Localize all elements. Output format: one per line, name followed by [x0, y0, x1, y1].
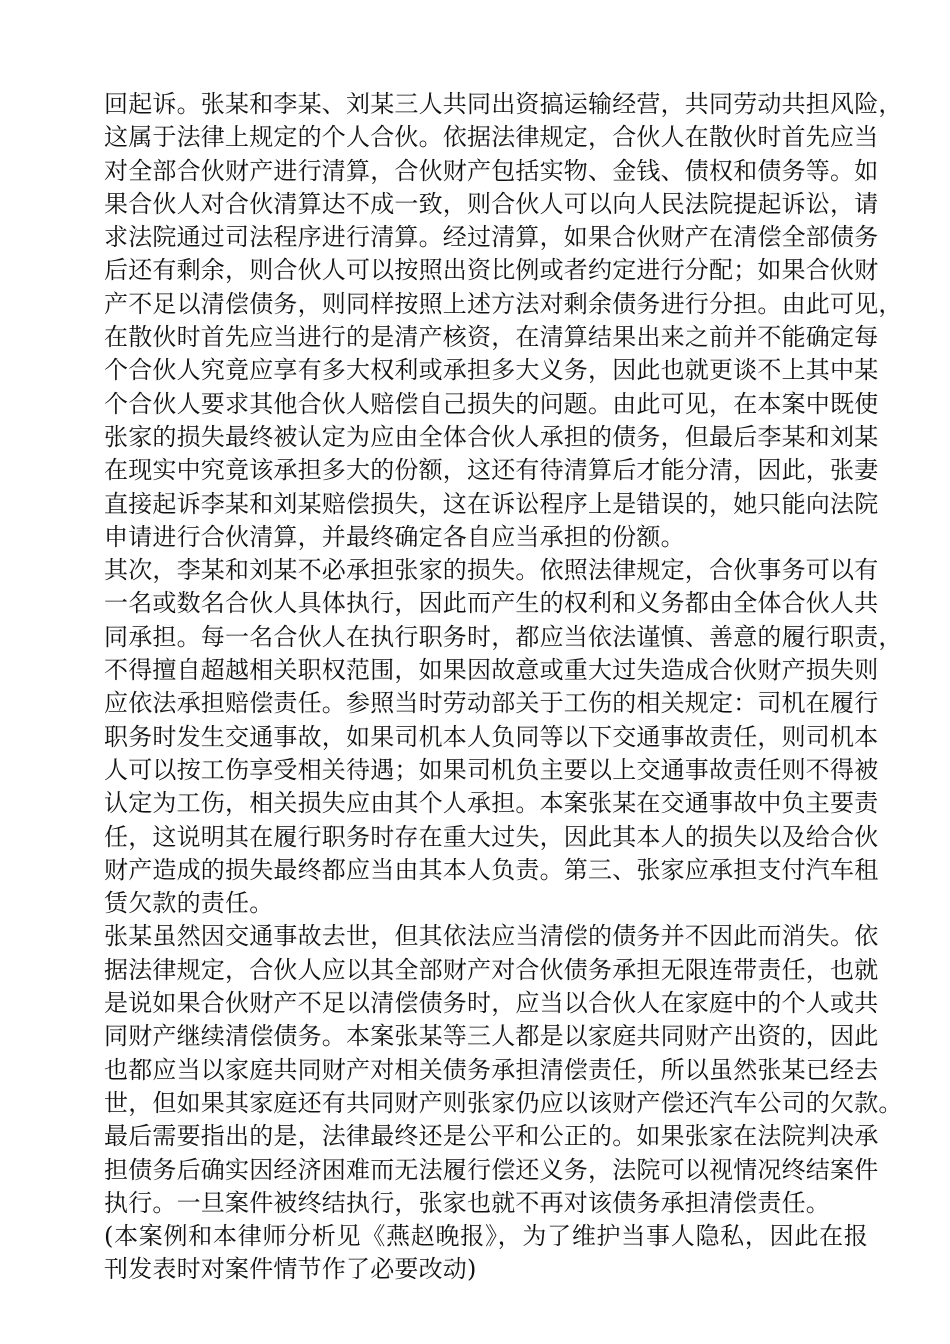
text-line: 人可以按工伤享受相关待遇；如果司机负主要以上交通事故责任则不得被	[104, 755, 879, 784]
text-line: 后还有剩余，则合伙人可以按照出资比例或者约定进行分配；如果合伙财	[104, 256, 879, 285]
text-line: 求法院通过司法程序进行清算。经过清算，如果合伙财产在清偿全部债务	[104, 223, 879, 252]
text-line: 张家的损失最终被认定为应由全体合伙人承担的债务，但最后李某和刘某	[104, 422, 879, 451]
text-line: 应依法承担赔偿责任。参照当时劳动部关于工伤的相关规定：司机在履行	[104, 689, 879, 718]
text-line: 认定为工伤，相关损失应由其个人承担。本案张某在交通事故中负主要责	[104, 789, 879, 818]
text-line: 赁欠款的责任。	[104, 889, 274, 918]
text-line: 回起诉。张某和李某、刘某三人共同出资搞运输经营，共同劳动共担风险，	[104, 90, 903, 118]
text-line: 同财产继续清偿债务。本案张某等三人都是以家庭共同财产出资的，因此	[104, 1022, 879, 1051]
text-line: 个合伙人究竟应享有多大权利或承担多大义务，因此也就更谈不上其中某	[104, 356, 879, 385]
text-line: 最后需要指出的是，法律最终还是公平和公正的。如果张家在法院判决承	[104, 1122, 879, 1151]
text-line: 刊发表时对案件情节作了必要改动)	[104, 1255, 477, 1284]
text-line: 产不足以清偿债务，则同样按照上述方法对剩余债务进行分担。由此可见，	[104, 289, 903, 318]
text-line: 在现实中究竟该承担多大的份额，这还有待清算后才能分清，因此，张妻	[104, 456, 879, 485]
text-line: 张某虽然因交通事故去世，但其依法应当清偿的债务并不因此而消失。依	[104, 922, 879, 951]
text-line: 其次，李某和刘某不必承担张家的损失。依照法律规定，合伙事务可以有	[104, 556, 879, 585]
document-body	[104, 88, 903, 1287]
text-line: 对全部合伙财产进行清算，合伙财产包括实物、金钱、债权和债务等。如	[104, 156, 879, 185]
text-line: 不得擅自超越相关职权范围，如果因故意或重大过失造成合伙财产损失则	[104, 656, 879, 685]
text-line: 财产造成的损失最终都应当由其本人负责。第三、张家应承担支付汽车租	[104, 855, 879, 884]
text-line: 执行。一旦案件被终结执行，张家也就不再对该债务承担清偿责任。	[104, 1188, 830, 1217]
text-line: 这属于法律上规定的个人合伙。依据法律规定，合伙人在散伙时首先应当	[104, 123, 879, 152]
text-line: 一名或数名合伙人具体执行，因此而产生的权利和义务都由全体合伙人共	[104, 589, 879, 618]
text-line: 果合伙人对合伙清算达不成一致，则合伙人可以向人民法院提起诉讼，请	[104, 189, 879, 218]
text-line: 担债务后确实因经济困难而无法履行偿还义务，法院可以视情况终结案件	[104, 1155, 879, 1184]
text-line: 同承担。每一名合伙人在执行职务时，都应当依法谨慎、善意的履行职责，	[104, 622, 903, 651]
text-line: 在散伙时首先应当进行的是清产核资，在清算结果出来之前并不能确定每	[104, 323, 879, 352]
text-line: 职务时发生交通事故，如果司机本人负同等以下交通事故责任，则司机本	[104, 722, 879, 751]
text-line: 个合伙人要求其他合伙人赔偿自己损失的问题。由此可见，在本案中既使	[104, 389, 879, 418]
text-line: (本案例和本律师分析见《燕赵晚报》，为了维护当事人隐私，因此在报	[104, 1222, 868, 1251]
text-line: 世，但如果其家庭还有共同财产则张家仍应以该财产偿还汽车公司的欠款。	[104, 1088, 903, 1117]
text-line: 也都应当以家庭共同财产对相关债务承担清偿责任，所以虽然张某已经去	[104, 1055, 879, 1084]
text-line: 直接起诉李某和刘某赔偿损失，这在诉讼程序上是错误的，她只能向法院	[104, 489, 879, 518]
text-line: 据法律规定，合伙人应以其全部财产对合伙债务承担无限连带责任，也就	[104, 955, 879, 984]
text-line: 任，这说明其在履行职务时存在重大过失，因此其本人的损失以及给合伙	[104, 822, 879, 851]
text-line: 申请进行合伙清算，并最终确定各自应当承担的份额。	[104, 522, 685, 551]
text-line: 是说如果合伙财产不足以清偿债务时，应当以合伙人在家庭中的个人或共	[104, 989, 879, 1018]
